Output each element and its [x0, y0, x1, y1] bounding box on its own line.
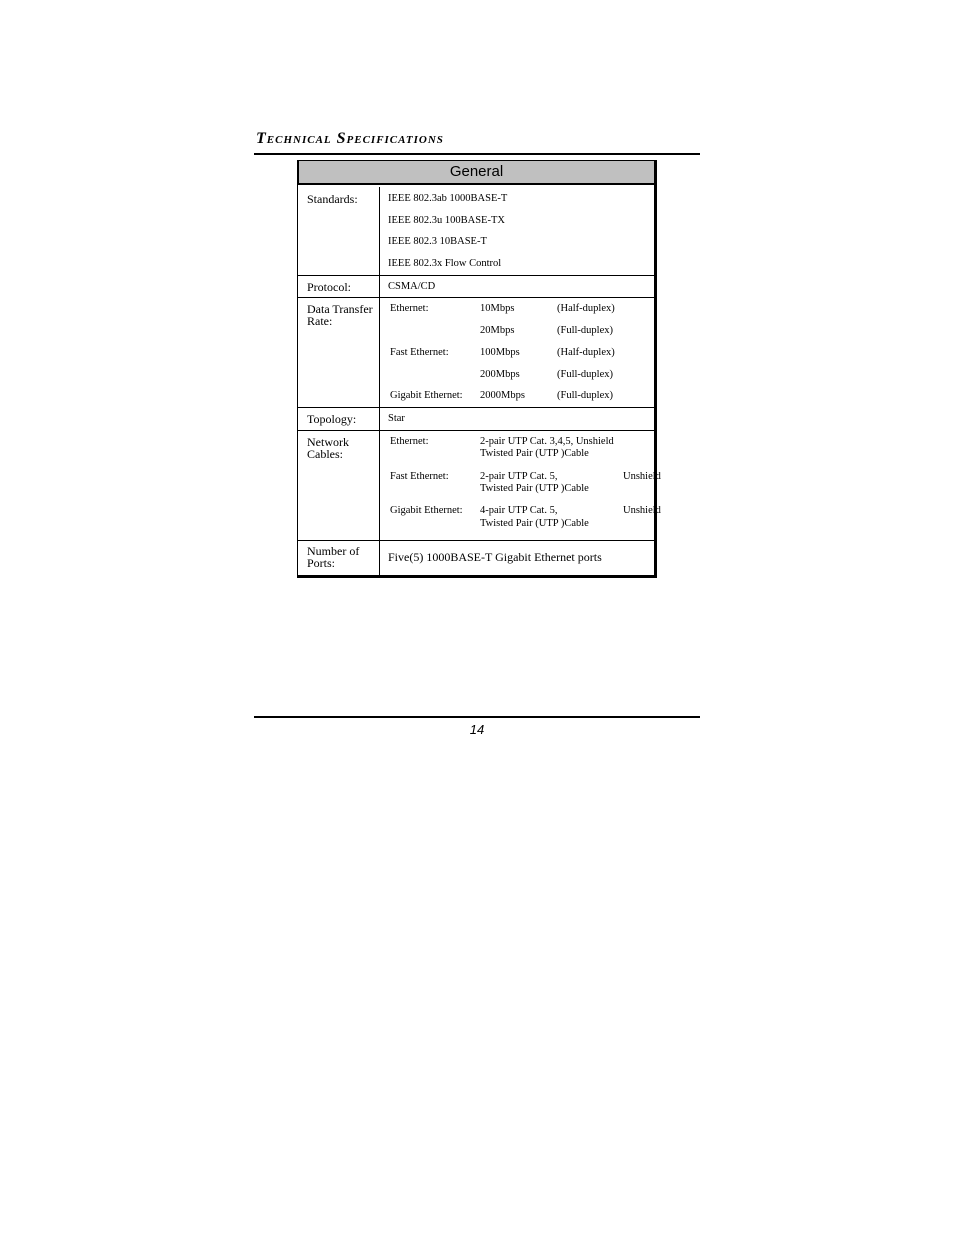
footer-rule	[254, 716, 700, 718]
page-title: Technical Specifications	[256, 130, 444, 147]
protocol-label: Protocol:	[307, 280, 351, 294]
network-cables-label: Network Cables:	[307, 435, 349, 461]
protocol-value: CSMA/CD	[388, 281, 436, 292]
cable-type: Gigabit Ethernet:	[390, 505, 463, 516]
rate-mode: (Full-duplex)	[557, 369, 613, 380]
rate-mode: (Half-duplex)	[557, 347, 615, 358]
row-divider	[298, 430, 654, 431]
row-divider	[298, 540, 654, 541]
cable-spec: 2-pair UTP Cat. 5,	[480, 471, 558, 482]
header-rule	[254, 153, 700, 155]
standards-label: Standards:	[307, 192, 358, 206]
column-divider	[379, 187, 380, 575]
cable-spec: Unshield	[623, 505, 661, 516]
cable-spec: 2-pair UTP Cat. 3,4,5, Unshield	[480, 436, 614, 447]
standard-item: IEEE 802.3x Flow Control	[388, 258, 502, 269]
cable-spec: Twisted Pair (UTP )Cable	[480, 518, 589, 529]
standard-item: IEEE 802.3 10BASE-T	[388, 236, 487, 247]
rate-type: Ethernet:	[390, 303, 429, 314]
rate-type: Gigabit Ethernet:	[390, 390, 463, 401]
rate-speed: 20Mbps	[480, 325, 515, 336]
rate-speed: 10Mbps	[480, 303, 515, 314]
spec-table	[297, 160, 661, 578]
rate-speed: 2000Mbps	[480, 390, 525, 401]
topology-label: Topology:	[307, 412, 357, 426]
table-header: General	[298, 161, 654, 185]
cable-type: Fast Ethernet:	[390, 471, 449, 482]
topology-value: Star	[388, 413, 405, 424]
cable-spec: Twisted Pair (UTP )Cable	[480, 448, 589, 459]
cable-spec: Twisted Pair (UTP )Cable	[480, 483, 589, 494]
page-number: 14	[469, 722, 485, 737]
data-transfer-rate-label: Data Transfer Rate:	[307, 302, 373, 328]
standard-item: IEEE 802.3u 100BASE-TX	[388, 215, 505, 226]
ports-label: Number of Ports:	[307, 544, 360, 570]
rate-mode: (Full-duplex)	[557, 325, 613, 336]
standard-item: IEEE 802.3ab 1000BASE-T	[388, 193, 508, 204]
ports-value: Five(5) 1000BASE-T Gigabit Ethernet ports	[388, 550, 602, 564]
cable-type: Ethernet:	[390, 436, 429, 447]
cable-spec: Unshield	[623, 471, 661, 482]
row-divider	[298, 275, 654, 276]
rate-mode: (Full-duplex)	[557, 390, 613, 401]
row-divider	[298, 297, 654, 298]
rate-type: Fast Ethernet:	[390, 347, 449, 358]
rate-speed: 200Mbps	[480, 369, 520, 380]
rate-speed: 100Mbps	[480, 347, 520, 358]
row-divider	[298, 407, 654, 408]
rate-mode: (Half-duplex)	[557, 303, 615, 314]
cable-spec: 4-pair UTP Cat. 5,	[480, 505, 558, 516]
